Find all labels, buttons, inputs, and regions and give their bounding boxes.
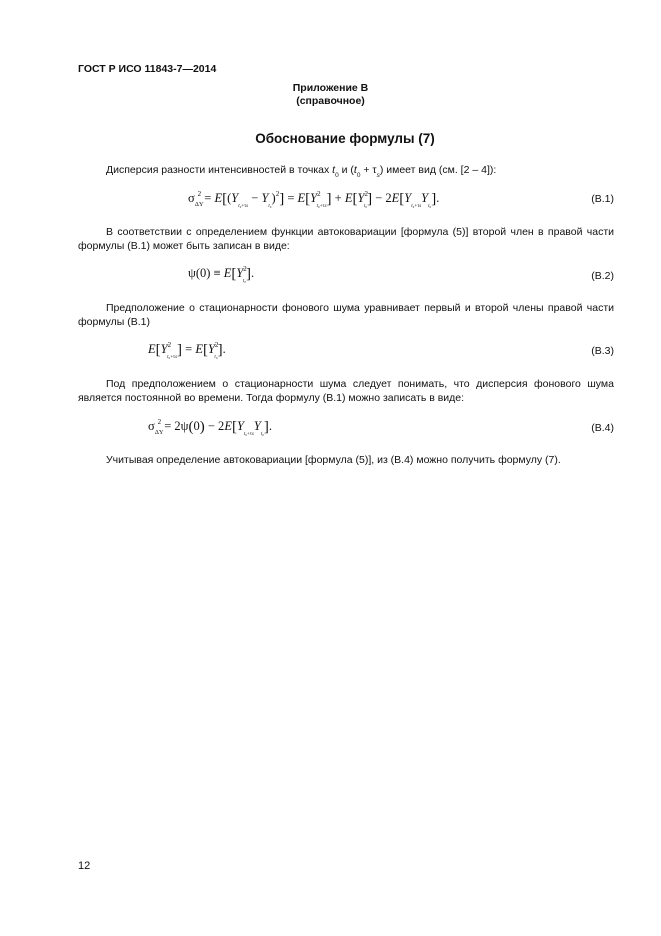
paragraph-3 bbox=[78, 301, 614, 329]
formula-b2-number: (В.2) bbox=[591, 270, 614, 282]
formula-b2: $\psi(0) \equiv E[Y^2_{t_0}]$. bbox=[188, 265, 255, 284]
p1-t0: t bbox=[332, 164, 336, 176]
section-title: Обоснование формулы (7) bbox=[255, 131, 435, 146]
paragraph-5 bbox=[78, 453, 614, 467]
p1-t0-b: t bbox=[353, 164, 357, 176]
p1-text-a: Дисперсия разности интенсивностей в точках bbox=[106, 164, 333, 176]
annex-heading bbox=[0, 82, 661, 108]
p3-text: Предположение о стационарности фонового шума уравнивает первый и второй члены правой части формулы (В.1) bbox=[78, 302, 614, 328]
paragraph-1: Дисперсия разности интенсивностей в точках $t_0$ и $(t_0 + \tau_s)$ имеет вид (см. [2 – 4]): bbox=[106, 164, 497, 179]
p1-text-c: + τ bbox=[360, 164, 377, 176]
p1-text-d: ) имеет вид (см. [2 – 4]): bbox=[379, 164, 497, 176]
annex-title: Приложение В bbox=[292, 82, 369, 94]
paragraph-2 bbox=[78, 225, 614, 253]
formula-b1: $\sigma_{\Delta Y}^2 = E[(Y_{t_0+\tau s} - Y_{t_0})^2] = E[Y^2_{t_0+\tau s}] + E[Y^2_{t_0}] - 2E[Y_{t_0+\tau s}Y_{t_0}]$. bbox=[188, 190, 440, 209]
standard-designation: ГОСТ Р ИСО 11843-7—2014 bbox=[78, 63, 217, 75]
paragraph-4 bbox=[78, 377, 614, 405]
formula-b3-number: (В.3) bbox=[591, 345, 614, 357]
formula-b3: $E[Y^2_{t_0+\tau s}] = E[Y^2_{t_0}]$. bbox=[148, 341, 226, 360]
page-number: 12 bbox=[78, 860, 91, 872]
p5-text: Учитывая определение автоковариации [формула (5)], из (В.4) можно получить формулу (7). bbox=[106, 454, 561, 466]
formula-b4-number: (В.4) bbox=[591, 422, 614, 434]
formula-b1-number: (В.1) bbox=[591, 193, 614, 205]
p1-text-b: и ( bbox=[338, 164, 354, 176]
p4-text: Под предположением о стационарности шума следует понимать, что дисперсия фонового шума является постоянной во времени. Тогда формулу (В.1) можно записать в виде: bbox=[78, 378, 614, 404]
formula-b4: $\sigma_{\Delta Y}^2 = 2\psi(0) - 2E[Y_{t_0+\tau s}Y_{t_0}]$. bbox=[148, 418, 273, 437]
annex-subtitle: (справочное) bbox=[296, 95, 365, 107]
p2-text: В соответствии с определением функции автоковариации [формула (5)] второй член в правой части формулы (В.1) может быть записан в виде: bbox=[78, 226, 614, 252]
